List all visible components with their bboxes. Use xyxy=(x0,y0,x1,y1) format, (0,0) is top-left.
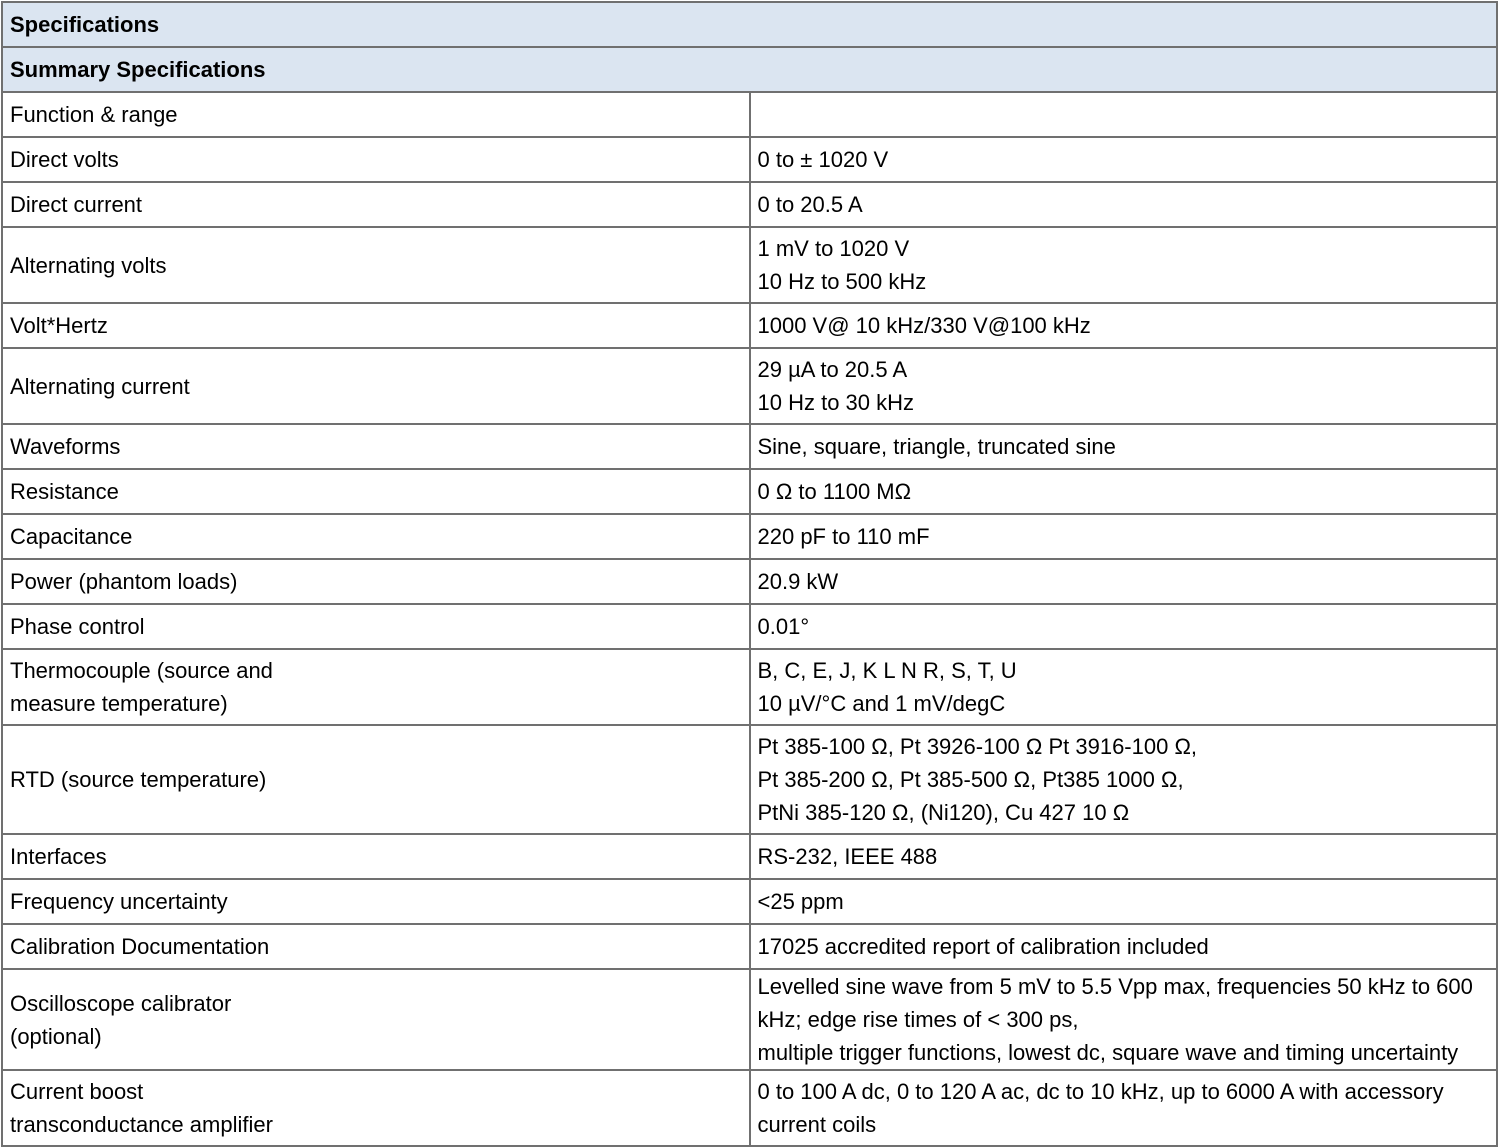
spec-label xyxy=(2,137,750,182)
spec-label-line: Calibration Documentation xyxy=(10,934,270,959)
spec-label xyxy=(2,182,750,227)
spec-value-line: RS-232, IEEE 488 xyxy=(757,844,938,869)
spec-value-line: 1 mV to 1020 V xyxy=(757,236,910,261)
spec-label xyxy=(2,834,750,879)
spec-value-line: Levelled sine wave from 5 mV to 5.5 Vpp max, frequencies 50 kHz to 600 kHz; edge rise times of < 300 ps, xyxy=(757,974,1473,1032)
spec-label-line: Direct current xyxy=(10,192,143,217)
spec-value xyxy=(750,649,1498,725)
spec-value xyxy=(750,725,1498,834)
spec-label-line: Capacitance xyxy=(10,524,133,549)
spec-label xyxy=(2,559,750,604)
table-row xyxy=(2,924,1497,969)
spec-value-line: Pt 385-100 Ω, Pt 3926-100 Ω Pt 3916-100 Ω, xyxy=(757,734,1198,759)
spec-label xyxy=(2,879,750,924)
spec-label-line: Alternating volts xyxy=(10,252,167,278)
table-row xyxy=(2,137,1497,182)
spec-label xyxy=(2,924,750,969)
spec-label-line: Phase control xyxy=(10,614,145,639)
spec-value-line: multiple trigger functions, lowest dc, square wave and timing uncertainty xyxy=(757,1040,1459,1065)
table-row xyxy=(2,182,1497,227)
table-row xyxy=(2,1070,1497,1146)
spec-label xyxy=(2,227,750,303)
spec-value-line: 0 to 100 A dc, 0 to 120 A ac, dc to 10 kHz, up to 6000 A with accessory current coils xyxy=(757,1079,1444,1137)
spec-label-line: Function & range xyxy=(10,102,178,127)
table-row xyxy=(2,834,1497,879)
table-row xyxy=(2,469,1497,514)
spec-value xyxy=(750,879,1498,924)
table-row xyxy=(2,514,1497,559)
spec-value-line: 10 Hz to 30 kHz xyxy=(757,390,915,415)
spec-label xyxy=(2,969,750,1070)
table-row xyxy=(2,303,1497,348)
spec-value-line: 0 Ω to 1100 MΩ xyxy=(757,479,912,504)
table-row xyxy=(2,227,1497,303)
spec-value-line: <25 ppm xyxy=(757,889,844,914)
spec-value xyxy=(750,514,1498,559)
spec-label-line: Interfaces xyxy=(10,844,107,869)
table-row xyxy=(2,604,1497,649)
spec-value-line: 1000 V@ 10 kHz/330 V@100 kHz xyxy=(757,313,1091,338)
spec-label-line: Resistance xyxy=(10,479,119,504)
spec-label-line: (optional) xyxy=(10,1023,102,1049)
table-row xyxy=(2,348,1497,424)
spec-label-line: Frequency uncertainty xyxy=(10,889,228,914)
spec-value xyxy=(750,92,1498,137)
title-row xyxy=(2,2,1497,47)
subtitle-row xyxy=(2,47,1497,92)
spec-label xyxy=(2,92,750,137)
spec-label-line: Thermocouple (source and xyxy=(10,658,273,683)
spec-value xyxy=(750,604,1498,649)
specifications-table xyxy=(1,1,1498,1147)
spec-value-line: Pt 385-200 Ω, Pt 385-500 Ω, Pt385 1000 Ω, xyxy=(757,767,1184,792)
spec-label-line: Direct volts xyxy=(10,147,119,172)
spec-value xyxy=(750,924,1498,969)
spec-label-line: Power (phantom loads) xyxy=(10,569,238,594)
spec-label xyxy=(2,514,750,559)
spec-label-line: transconductance amplifier xyxy=(10,1112,273,1137)
table-row xyxy=(2,92,1497,137)
table-subtitle: Summary Specifications xyxy=(2,47,1497,92)
spec-value-line: 20.9 kW xyxy=(757,569,839,594)
spec-value-line: 10 Hz to 500 kHz xyxy=(757,269,927,294)
spec-label-line: RTD (source temperature) xyxy=(10,767,267,792)
spec-value-line: 17025 accredited report of calibration included xyxy=(757,934,1209,959)
spec-label xyxy=(2,348,750,424)
spec-label-line: Current boost xyxy=(10,1079,144,1104)
spec-value xyxy=(750,969,1498,1070)
spec-label xyxy=(2,649,750,725)
table-row xyxy=(2,725,1497,834)
spec-value xyxy=(750,182,1498,227)
spec-label xyxy=(2,725,750,834)
spec-label xyxy=(2,303,750,348)
spec-value xyxy=(750,1070,1498,1146)
spec-value-line: 29 µA to 20.5 A xyxy=(757,357,908,382)
spec-label xyxy=(2,469,750,514)
spec-value-line: 220 pF to 110 mF xyxy=(757,524,930,549)
spec-label-line: Volt*Hertz xyxy=(10,313,108,338)
spec-label-line: Alternating current xyxy=(10,373,190,399)
spec-value xyxy=(750,227,1498,303)
table-row xyxy=(2,559,1497,604)
spec-value-line: 0 to 20.5 A xyxy=(757,192,863,217)
spec-value-line: 10 µV/°C and 1 mV/degC xyxy=(757,691,1006,716)
spec-value xyxy=(750,469,1498,514)
spec-value xyxy=(750,834,1498,879)
table-row xyxy=(2,424,1497,469)
spec-value xyxy=(750,559,1498,604)
spec-label xyxy=(2,424,750,469)
spec-value-line: 0 to ± 1020 V xyxy=(757,147,889,172)
spec-rows xyxy=(2,92,1497,1146)
spec-value xyxy=(750,303,1498,348)
spec-value-line: Sine, square, triangle, truncated sine xyxy=(757,434,1116,459)
spec-value-line: PtNi 385-120 Ω, (Ni120), Cu 427 10 Ω xyxy=(757,800,1130,825)
spec-label-line: Waveforms xyxy=(10,434,121,459)
spec-label-line: Oscilloscope calibrator xyxy=(10,990,232,1016)
spec-label-line: measure temperature) xyxy=(10,691,228,716)
table-row xyxy=(2,969,1497,1070)
spec-value-line: B, C, E, J, K L N R, S, T, U xyxy=(757,658,1017,683)
spec-label xyxy=(2,1070,750,1146)
spec-label xyxy=(2,604,750,649)
table-row xyxy=(2,879,1497,924)
table-row xyxy=(2,649,1497,725)
spec-value xyxy=(750,137,1498,182)
table-title: Specifications xyxy=(2,2,1497,47)
spec-value-line: 0.01° xyxy=(757,614,810,639)
spec-value xyxy=(750,348,1498,424)
spec-value xyxy=(750,424,1498,469)
